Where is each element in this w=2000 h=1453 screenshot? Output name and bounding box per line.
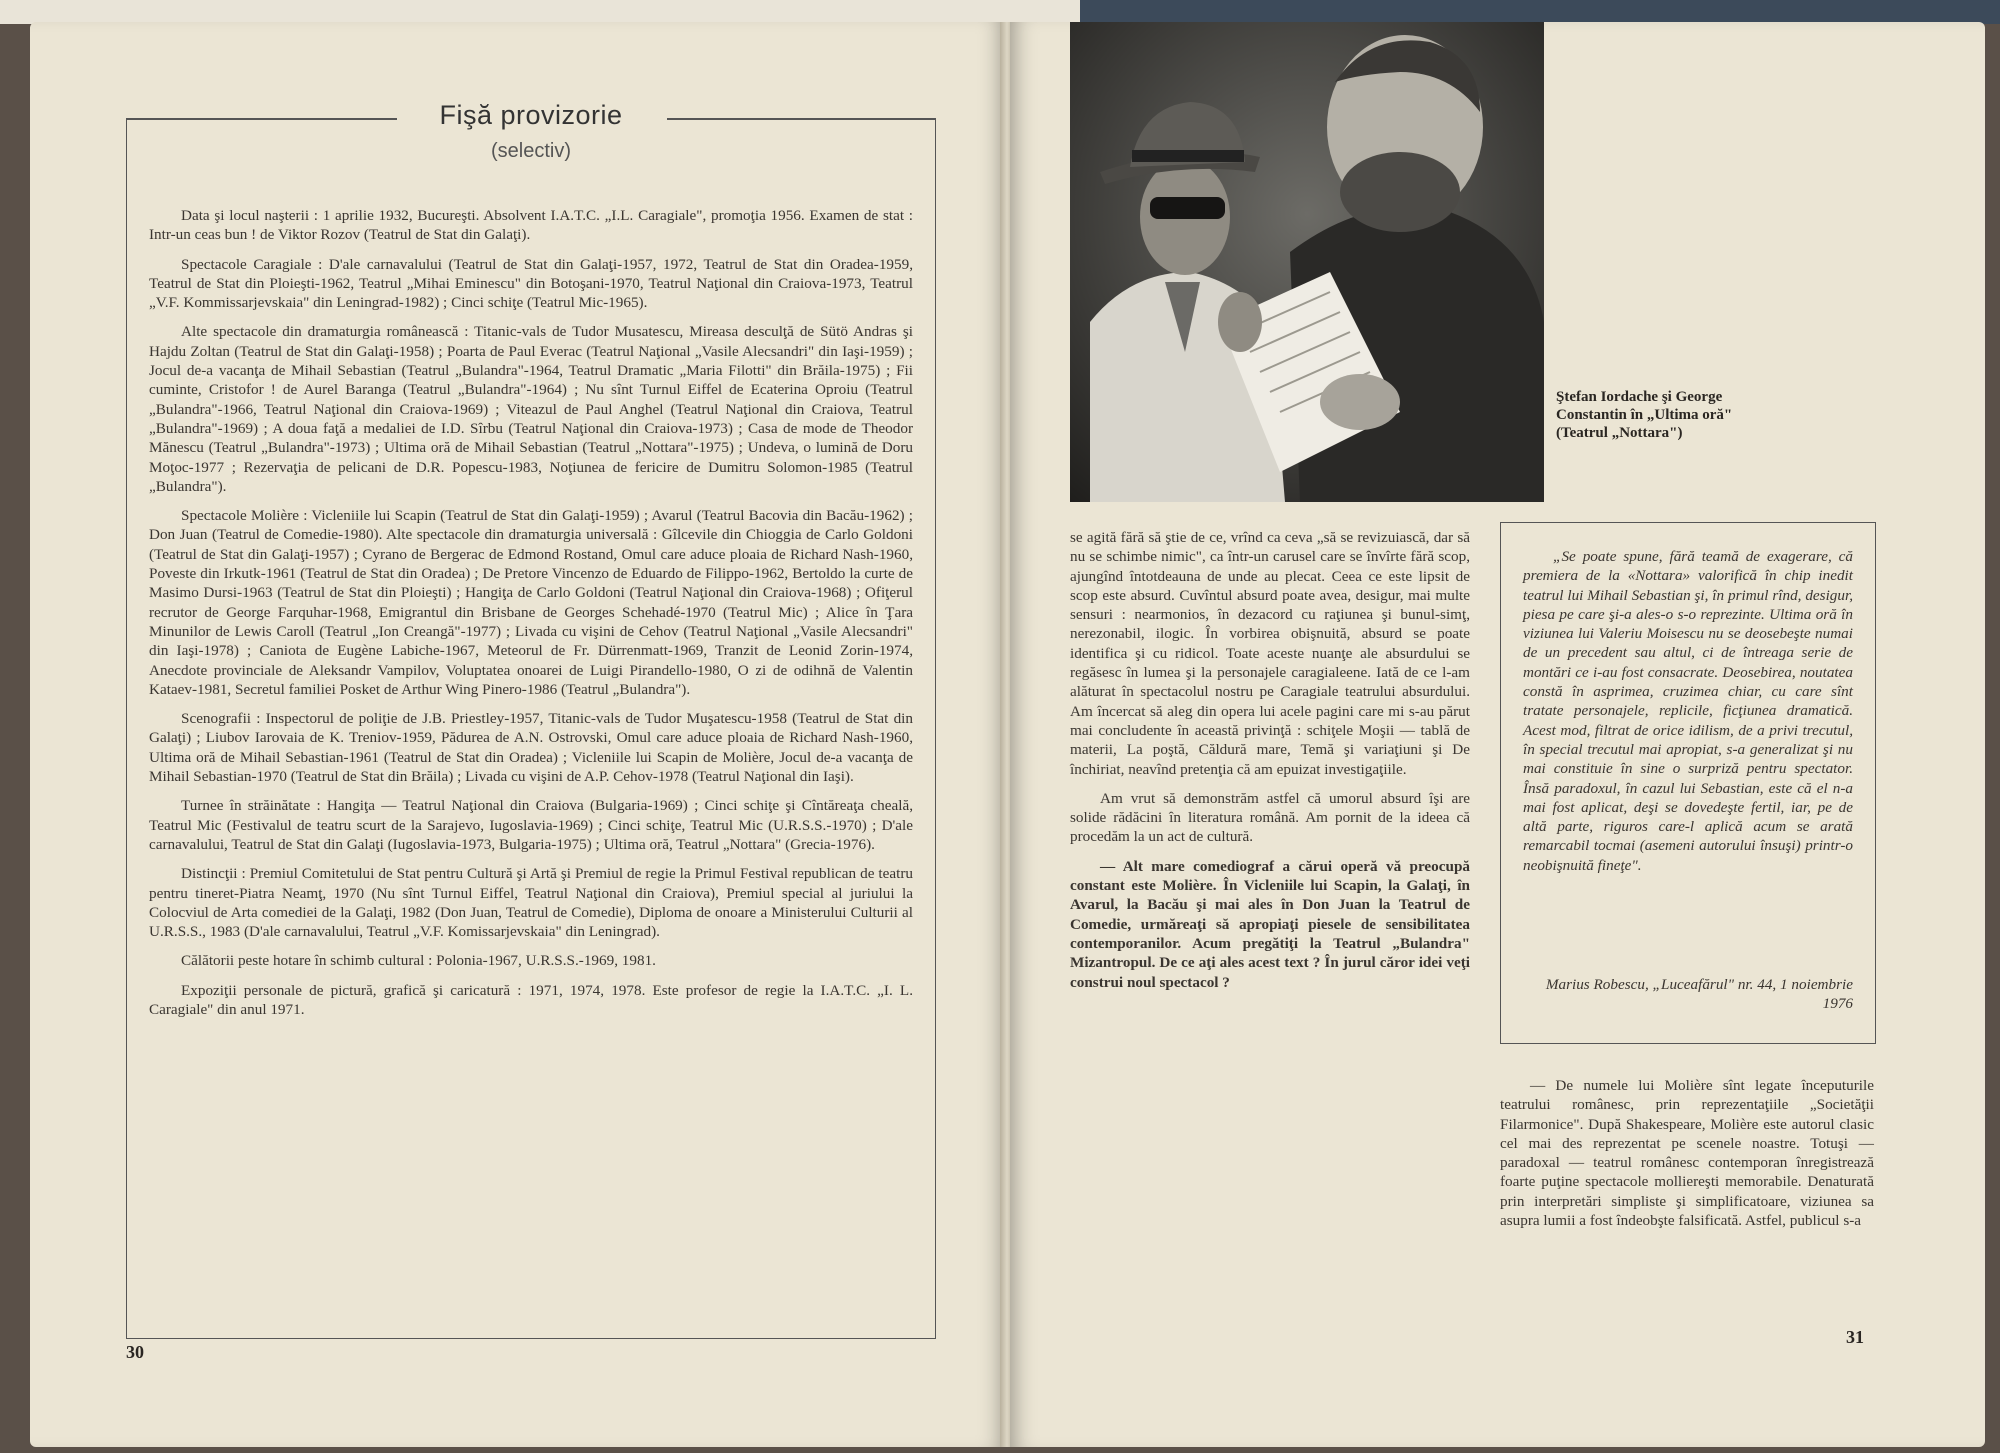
press-quote-box bbox=[1500, 522, 1876, 1044]
left-page bbox=[30, 22, 1005, 1447]
press-quote-source: Marius Robescu, „Luceafărul" nr. 44, 1 noiembrie 1976 bbox=[1545, 976, 1853, 1013]
right-page bbox=[1010, 22, 1985, 1447]
info-box bbox=[126, 100, 936, 1339]
paragraph-tours: Turnee în străinătate : Hangiţa — Teatrul Naţional din Craiova (Bulgaria-1969) ; Cinci schiţe şi Cîntăreaţa cheală, Teatrul Mic (Festivalul de teatru scurt de la Sarajevo, Iugoslavia-1969) ; Cinci schiţe, Teatrul Mic (U.R.S.S.-1970) ; D'ale carnavalului, Teatrul de Stat din Galaţi (Iugoslavia-1973, Bulgaria-1975) ; Ultima oră, Teatrul „Nottara" (Grecia-1976). bbox=[149, 797, 913, 853]
col1-paragraph: se agită fără să ştie de ce, vrînd ca ceva „să se revizuiască, dar să nu se schimbe nimic", ca într-un carusel care se învîrte fără scop, ajungînd întotdeauna de unde au plecat. Ceea ce este lipsit de scop este absurd. Cuvîntul absurd poate avea, desigur, mai multe sensuri : nearmonios, în dezacord cu raţiunea şi bunul-simţ, nerezonabil, ilogic. În vorbirea obişnuită, absurd se poate identifica şi cu ridicol. Toate aceste nuanţe ale absurdului se regăsesc în lumea şi la personajele caragialeene. Iată de ce l-am alăturat în spectacolul nostru pe Caragiale teatrului absurdului. Am încercat să aleg din opera lui acele pagini care mi s-au părut mai concludente în această privinţă : schiţele Moşii — tablă de materii, La poştă, Căldură mare, Temă şi variaţiuni şi De închiriat, neavînd pretenţia că am epuizat investigaţiile. bbox=[1070, 529, 1470, 778]
top-edge bbox=[0, 0, 2000, 24]
col1-paragraph: Am vrut să demonstrăm astfel că umorul absurd îşi are solide rădăcini în literatura română. Am pornit de la ideea că procedăm la un act de cultură. bbox=[1070, 789, 1470, 846]
paragraph-exhibitions: Expoziţii personale de pictură, grafică şi caricatură : 1971, 1974, 1978. Este profesor de regie la I.A.T.C. „I. L. Caragiale" din anul 1971. bbox=[149, 981, 913, 1018]
paragraph-scenography: Scenografii : Inspectorul de poliţie de J.B. Priestley-1957, Titanic-vals de Tudor Muşatescu-1958 (Teatrul de Stat din Galaţi) ; Liubov Iarovaia de K. Treniov-1959, Pădurea de A.N. Ostrovski, Omul care aduce ploaia de Richard Nash-1960, Ultima oră de Mihail Sebastian-1961 (Teatrul de Stat din Oradea) ; Vicleniile lui Scapin de Molière, Jocul de-a vacanţa de Mihail Sebastian-1970 (Teatrul de Stat din Brăila) ; Livada cu vişini de A.P. Cehov-1978 (Teatrul Naţional din Iaşi). bbox=[149, 710, 913, 786]
paragraph-awards: Distincţii : Premiul Comitetului de Stat pentru Cultură şi Artă şi Premiul de regie la Primul Festival republican de teatru pentru tineret-Piatra Neamţ, 1970 (Nu sînt Turnul Eiffel, Teatrul Naţional din Craiova), Premiul special al juriului la Colocviul de Arta comediei de la Galaţi, 1982 (Don Juan, Teatrul de Comedie), Diploma de onoare a Ministerului Culturii al U.R.S.S., 1983 (D'ale carnavalului, Teatrul „V.F. Komissarjevskaia" din Leningrad). bbox=[149, 865, 913, 941]
paragraph-travels: Călătorii peste hotare în schimb cultural : Polonia-1967, U.R.S.S.-1969, 1981. bbox=[181, 952, 656, 970]
box-title: Fişă provizorie bbox=[439, 100, 623, 130]
page-number-left: 30 bbox=[126, 1342, 144, 1362]
col2-paragraph: — De numele lui Molière sînt legate începuturile teatrului românesc, prin reprezentaţiile „Societăţii Filarmonice". După Shakespeare, Molière este autorul clasic cel mai des reprezentat pe scenele noastre. Totuşi — paradoxal — teatrul românesc contemporan înregistrează foarte puţine spectacole molliereşti memorabile. Denaturată prin interpretări simpliste şi simplificatoare, viziunea sa asupra lumii a fost îndeobşte falsificată. Astfel, publicul s-a bbox=[1500, 1077, 1874, 1230]
paragraph-romanian-drama: Alte spectacole din dramaturgia românească : Titanic-vals de Tudor Musatescu, Mireasa desculţă de Sütö Andras şi Hajdu Zoltan (Teatrul de Stat din Galaţi-1958) ; Poarta de Paul Everac (Teatrul Naţional „Vasile Alecsandri" din Iaşi-1959) ; Jocul de-a vacanţa de Mihail Sebastian (Teatrul „Bulandra"-1964, Teatrul Dramatic „Maria Filotti" din Brăila-1975) ; Fii cuminte, Cristofor ! de Aurel Baranga (Teatrul „Bulandra"-1964) ; Nu sînt Turnul Eiffel de Ecaterina Oproiu (Teatrul „Bulandra"-1966, Teatrul Naţional din Craiova-1969) ; Viteazul de Paul Anghel (Teatrul Naţional din Craiova, Teatrul „Bulandra"-1969) ; A doua faţă a medaliei de I.D. Sîrbu (Teatrul Naţional din Craiova-1973) ; Casa de mode de Theodor Mănescu (Teatrul „Bulandra"-1973) ; Ultima oră de Mihail Sebastian (Teatrul „Nottara"-1975) ; Undeva, o lumină de Doru Moţoc-1977 ; Rezervaţia de pelicani de D.R. Popescu-1983, Noţiunea de fericire de Dumitru Solomon-1985 (Teatrul „Bulandra"). bbox=[149, 323, 913, 495]
press-quote-text: „Se poate spune, fără teamă de exagerare, că premiera de la «Nottara» valorifică în chip inedit teatrul lui Mihail Sebastian şi, în primul rînd, desigur, piesa pe care şi-a ales-o s-o reprezinte. Ultima oră în viziunea lui Valeriu Moisescu nu se deosebeşte numai de un precedent sau altul, ci de întreaga serie de montări ce i-au fost consacrate. Deosebirea, noutatea constă în asprimea, cruzimea chiar, cu care sînt tratate personajele, replicile, ficţiunea dramatică. Acest mod, filtrat de orice idilism, de a privi trecutul, în special trecutul mai apropiat, s-a generalizat şi nu mai constituie în sine o surpriză pentru spectator. Însă paradoxul, în cazul lui Sebastian, este că el n-a mai fost aplicat, deşi se dovedeşte fertil, iar, pe de altă parte, riguros care-l aplică acum se arată remarcabil tocmai (asemeni autorului însuşi) printr-o neobişnuită fineţe". bbox=[1523, 548, 1853, 874]
paragraph-caragiale: Spectacole Caragiale : D'ale carnavalului (Teatrul de Stat din Galaţi-1957, 1972, Teatrul de Stat din Oradea-1959, Teatrul de Stat din Ploieşti-1962, Teatrul „Mihai Eminescu" din Botoşani-1970, Teatrul Naţional din Craiova-1973, Teatrul „V.F. Kommissarjevskaia" din Leningrad-1982) ; Cinci schiţe (Teatrul Mic-1965). bbox=[149, 255, 913, 312]
photo-caption: Ştefan Iordache şi George Constantin în „Ultima oră" (Teatrul „Nottara") bbox=[1556, 389, 1733, 441]
paragraph-birth: Data şi locul naşterii : 1 aprilie 1932, Bucureşti. Absolvent I.A.T.C. „I.L. Caragiale", promoţia 1956. Examen de stat : Intr-un ceas bun ! de Viktor Rozov (Teatrul de Stat din Galaţi). bbox=[149, 207, 913, 244]
box-subtitle: (selectiv) bbox=[490, 140, 571, 162]
page-number-right: 31 bbox=[1846, 1327, 1864, 1347]
paragraph-moliere: Spectacole Molière : Vicleniile lui Scapin (Teatrul de Stat din Galaţi-1959) ; Avarul (Teatrul Bacovia din Bacău-1962) ; Don Juan (Teatrul de Comedie-1980). Alte spectacole din dramaturgia universală : Gîlcevile din Chioggia de Carlo Goldoni (Teatrul de Stat din Galaţi-1957) ; Cyrano de Bergerac de Edmond Rostand, Omul care aduce ploaia de Richard Nash-1960, Poveste din Irkutk-1961 (Teatrul de Stat din Oradea) ; De Pretore Vincenzo de Eduardo de Filippo-1962, Bertoldo la curte de Masimo Dursi-1963 (Teatrul de Stat din Ploieşti) ; Hangiţa de Carlo Goldoni (Teatrul Naţional din Craiova-1968) ; Ofiţerul recrutor de George Farquhar-1968, Emigrantul din Brisbane de Georges Schehadé-1970 (Teatrul Mic) ; Alice în Ţara Minunilor de Lewis Caroll (Teatrul „Ion Creangă"-1977) ; Livada cu vişini de Cehov (Teatrul Naţional „Vasile Alecsandri" din Iaşi-1978) ; Caniota de Eugène Labiche-1967, Meteorul de Fr. Dürrenmatt-1969, Tranzit de Leonid Zorin-1974, Anecdote provinciale de Aleksandr Vampilov, Voluptatea onoarei de Luigi Pirandello-1980, O zi de odihnă de Valentin Kataev-1981, Secretul familiei Posket de Arthur Wing Pinero-1986 (Teatrul „Bulandra"). bbox=[149, 507, 913, 698]
interview-question: — Alt mare comediograf a cărui operă vă preocupă constant este Molière. În Vicleniile lui Scapin, la Galaţi, în Avarul, la Bacău şi mai ales în Don Juan la Teatrul de Comedie, urmăreaţi să apropiaţi piesele de sensibilitatea contemporanilor. Acum pregătiţi la Teatrul „Bulandra" Mizantropul. De ce aţi ales acest text ? În jurul căror idei veţi construi noul spectacol ? bbox=[1070, 857, 1470, 991]
box-body bbox=[149, 206, 913, 1029]
cover-edge bbox=[1080, 0, 2000, 24]
article-column-1 bbox=[1070, 528, 1470, 1002]
stage-photo bbox=[1070, 22, 1544, 502]
article-column-2 bbox=[1500, 1076, 1874, 1240]
